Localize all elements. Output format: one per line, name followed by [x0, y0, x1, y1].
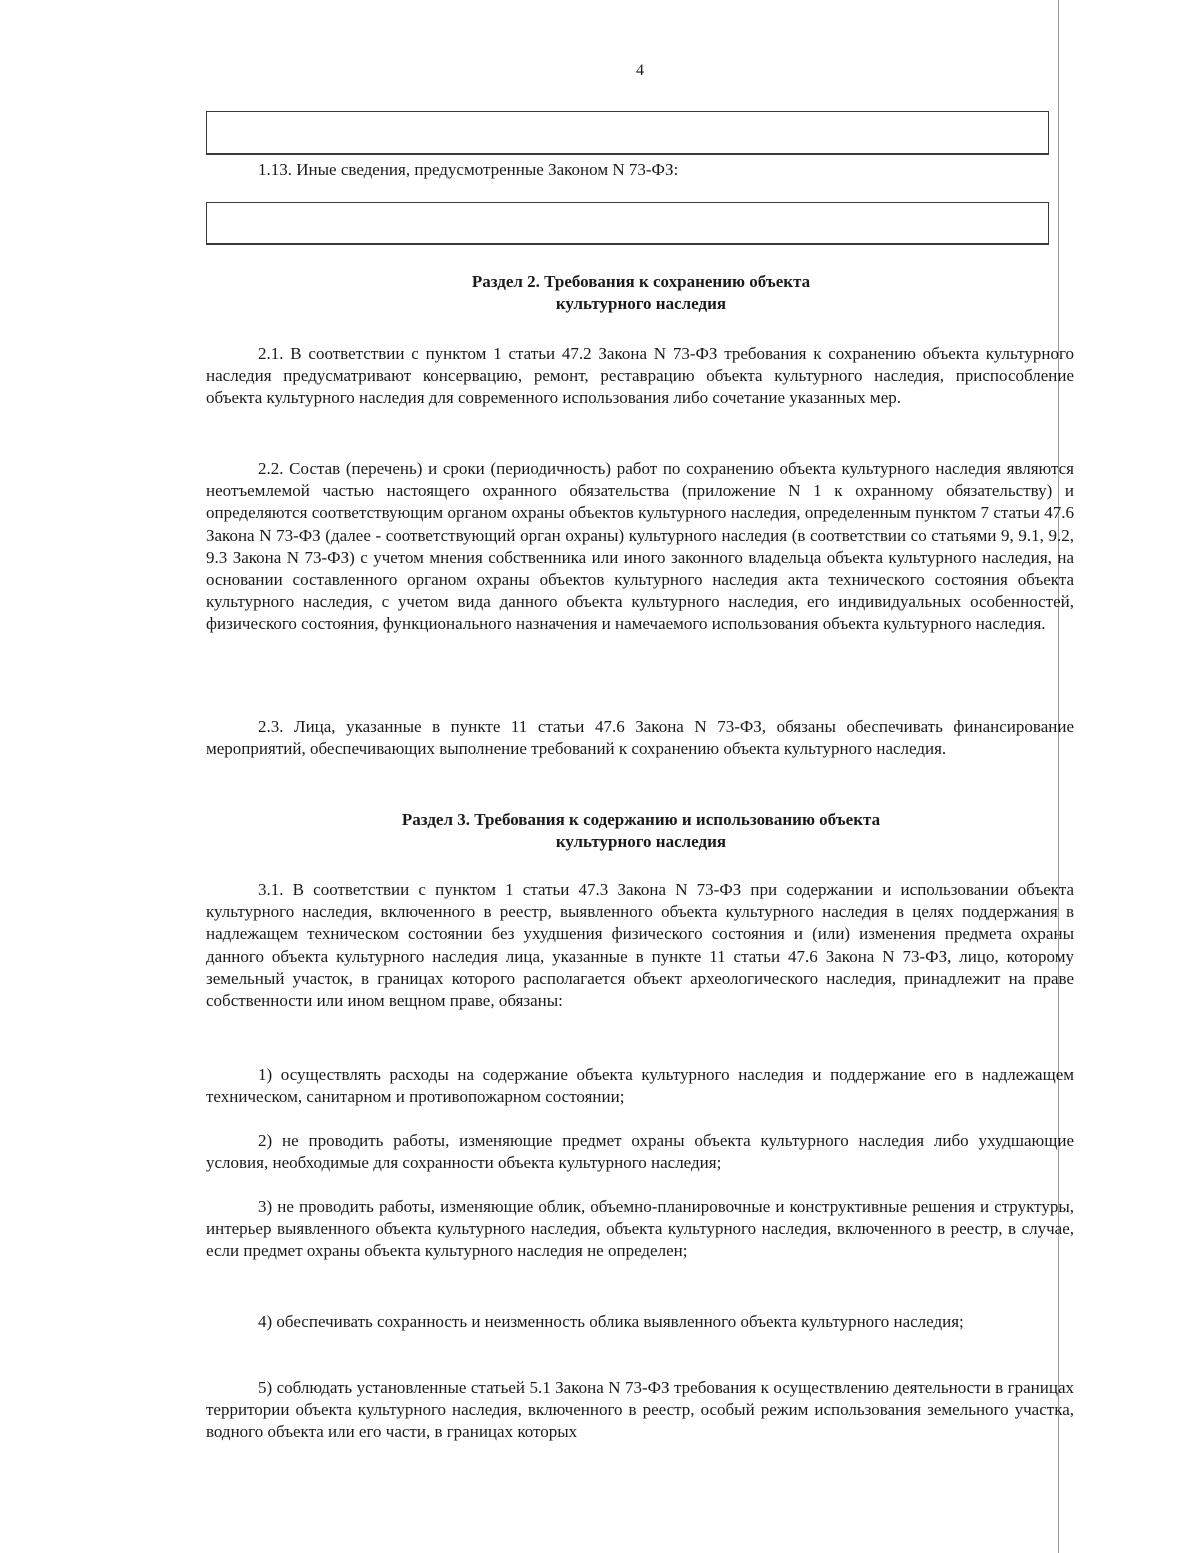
list-item: 4) обеспечивать сохранность и неизменность облика выявленного объекта культурного наследия; — [258, 1312, 964, 1331]
paragraph-2-1: 2.1. В соответствии с пунктом 1 статьи 47.2 Закона N 73-ФЗ требования к сохранению объекта культурного наследия предусматривают консервацию, ремонт, реставрацию объекта культурного наследия, приспособление объекта культурного наследия для современного использования либо сочетание указанных мер. — [206, 344, 1074, 408]
item-1-13-label: 1.13. Иные сведения, предусмотренные Законом N 73-ФЗ: — [258, 160, 679, 179]
section-3-heading-line2: культурного наследия — [555, 832, 727, 851]
list-item: 3) не проводить работы, изменяющие облик, объемно-планировочные и конструктивные решения и структуры, интерьер выявленного объекта культурного наследия, объекта культурного наследия, включенного в реестр, в случае, если предмет охраны объекта культурного наследия не определен; — [206, 1197, 1074, 1261]
section-3-heading — [206, 809, 1076, 853]
page-number: 4 — [636, 62, 644, 79]
info-field-box — [206, 111, 1049, 155]
section-2-heading-line2: культурного наследия — [555, 294, 727, 313]
section-3-heading-line1: Раздел 3. Требования к содержанию и использованию объекта — [401, 810, 881, 829]
paragraph-2-2: 2.2. Состав (перечень) и сроки (периодичность) работ по сохранению объекта культурного наследия являются неотъемлемой частью настоящего охранного обязательства (приложение N 1 к охранному обязательству) и определяются соответствующим органом охраны объектов культурного наследия, определенным пунктом 7 статьи 47.6 Закона N 73-ФЗ (далее - соответствующий орган охраны) культурного наследия (в соответствии со статьями 9, 9.1, 9.2, 9.3 Закона N 73-ФЗ) с учетом мнения собственника или иного законного владельца объекта культурного наследия, на основании составленного органом охраны объектов культурного наследия акта технического состояния объекта культурного наследия, с учетом вида данного объекта культурного наследия, его индивидуальных особенностей, физического состояния, функционального назначения и намечаемого использования объекта культурного наследия. — [206, 459, 1074, 634]
list-item: 2) не проводить работы, изменяющие предмет охраны объекта культурного наследия либо ухудшающие условия, необходимые для сохранности объекта культурного наследия; — [206, 1131, 1074, 1173]
list-item: 1) осуществлять расходы на содержание объекта культурного наследия и поддержание его в надлежащем техническом, санитарном и противопожарном состоянии; — [206, 1065, 1074, 1107]
paragraph-2-3: 2.3. Лица, указанные в пункте 11 статьи 47.6 Закона N 73-ФЗ, обязаны обеспечивать финансирование мероприятий, обеспечивающих выполнение требований к сохранению объекта культурного наследия. — [206, 717, 1074, 759]
paragraph-3-1: 3.1. В соответствии с пунктом 1 статьи 47.3 Закона N 73-ФЗ при содержании и использовании объекта культурного наследия, включенного в реестр, выявленного объекта культурного наследия в целях поддержания в надлежащем техническом состоянии без ухудшения физического состояния и (или) изменения предмета охраны данного объекта культурного наследия лица, указанные в пункте 11 статьи 47.6 Закона N 73-ФЗ, лицо, которому земельный участок, в границах которого располагается объект археологического наследия, принадлежит на праве собственности или ином вещном праве, обязаны: — [206, 880, 1074, 1011]
section-2-heading-line1: Раздел 2. Требования к сохранению объекта — [471, 272, 811, 291]
list-item: 5) соблюдать установленные статьей 5.1 Закона N 73-ФЗ требования к осуществлению деятельности в границах территории объекта культурного наследия, включенного в реестр, особый режим использования земельного участка, водного объекта или его части, в границах которых — [206, 1378, 1074, 1442]
other-info-field-box — [206, 202, 1049, 245]
section-2-heading — [206, 271, 1076, 315]
